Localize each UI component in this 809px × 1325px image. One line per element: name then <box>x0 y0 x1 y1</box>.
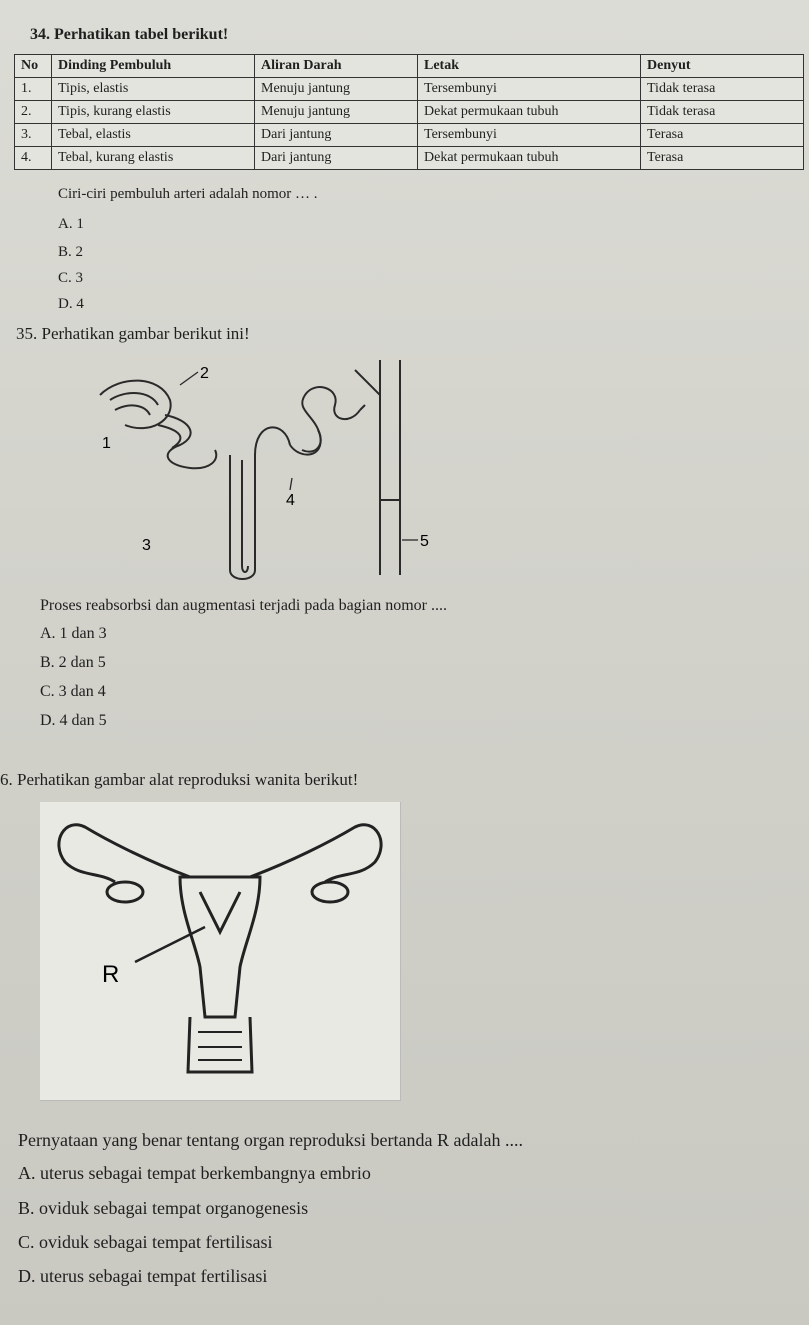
table-row <box>15 124 804 147</box>
table-cell: Tidak terasa <box>641 101 804 124</box>
nephron-label-3: 3 <box>142 537 151 554</box>
nephron-label-1: 1 <box>102 435 111 452</box>
question-34-text: Ciri-ciri pembuluh arteri adalah nomor … . <box>58 186 318 202</box>
table-header: Letak <box>418 55 641 78</box>
table-cell: 3. <box>15 124 52 147</box>
option-34-b[interactable]: B. 2 <box>58 244 84 260</box>
nephron-label-4: 4 <box>286 492 295 509</box>
table-row <box>15 101 804 124</box>
nephron-diagram <box>80 360 450 590</box>
table-cell: 2. <box>15 101 52 124</box>
table-header-row <box>15 55 804 78</box>
table-header: No <box>15 55 52 78</box>
table-cell: Dekat permukaan tubuh <box>418 101 641 124</box>
blood-vessel-table <box>14 54 804 170</box>
question-34-title: 34. Perhatikan tabel berikut! <box>30 26 229 43</box>
nephron-label-5: 5 <box>420 533 429 550</box>
female-reproductive-diagram <box>40 802 400 1100</box>
table-cell: Tebal, kurang elastis <box>52 147 255 170</box>
option-34-a[interactable]: A. 1 <box>58 216 84 232</box>
option-35-c[interactable]: C. 3 dan 4 <box>40 683 106 700</box>
table-cell: Tidak terasa <box>641 78 804 101</box>
table-cell: 4. <box>15 147 52 170</box>
option-34-d[interactable]: D. 4 <box>58 296 84 312</box>
table-cell: Tersembunyi <box>418 78 641 101</box>
question-35-title: 35. Perhatikan gambar berikut ini! <box>16 324 250 343</box>
option-35-a[interactable]: A. 1 dan 3 <box>40 625 107 642</box>
nephron-label-2: 2 <box>200 365 209 382</box>
table-cell: Tersembunyi <box>418 124 641 147</box>
table-header: Aliran Darah <box>255 55 418 78</box>
table-cell: Menuju jantung <box>255 78 418 101</box>
table-cell: 1. <box>15 78 52 101</box>
table-cell: Menuju jantung <box>255 101 418 124</box>
option-36-b[interactable]: B. oviduk sebagai tempat organogenesis <box>18 1198 309 1218</box>
table-cell: Tipis, elastis <box>52 78 255 101</box>
table-header: Denyut <box>641 55 804 78</box>
table-cell: Dari jantung <box>255 147 418 170</box>
option-36-c[interactable]: C. oviduk sebagai tempat fertilisasi <box>18 1232 273 1252</box>
question-36-text: Pernyataan yang benar tentang organ reproduksi bertanda R adalah .... <box>18 1130 523 1150</box>
table-cell: Tebal, elastis <box>52 124 255 147</box>
table-cell: Dari jantung <box>255 124 418 147</box>
table-row <box>15 147 804 170</box>
table-header: Dinding Pembuluh <box>52 55 255 78</box>
option-35-d[interactable]: D. 4 dan 5 <box>40 712 107 729</box>
table-row <box>15 78 804 101</box>
table-cell: Tipis, kurang elastis <box>52 101 255 124</box>
figure-label-r: R <box>102 961 120 988</box>
table-cell: Terasa <box>641 124 804 147</box>
question-36-title: 6. Perhatikan gambar alat reproduksi wanita berikut! <box>0 770 359 789</box>
option-34-c[interactable]: C. 3 <box>58 270 84 286</box>
option-35-b[interactable]: B. 2 dan 5 <box>40 654 106 671</box>
table-cell: Terasa <box>641 147 804 170</box>
option-36-d[interactable]: D. uterus sebagai tempat fertilisasi <box>18 1266 268 1286</box>
table-cell: Dekat permukaan tubuh <box>418 147 641 170</box>
question-35-text: Proses reabsorbsi dan augmentasi terjadi pada bagian nomor .... <box>40 597 447 614</box>
reproductive-figure-frame <box>40 802 401 1101</box>
option-36-a[interactable]: A. uterus sebagai tempat berkembangnya embrio <box>18 1163 371 1183</box>
